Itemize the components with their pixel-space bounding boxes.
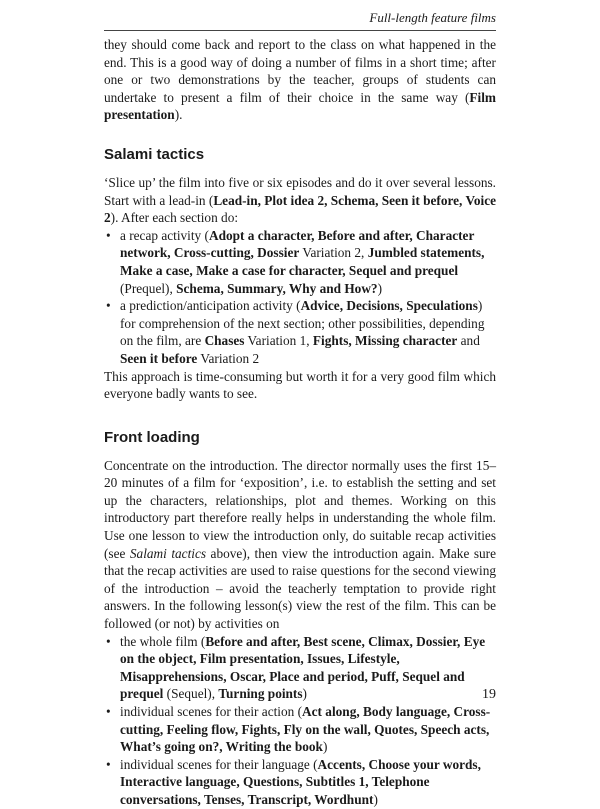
front-bullet-whole-film [104, 633, 496, 703]
front-loading-paragraph [104, 457, 496, 633]
page-number: 19 [482, 687, 496, 702]
salami-closing-paragraph: This approach is time-consuming but worth it for a very good film which everyone badly wants to see. [104, 368, 496, 402]
text-run: ‘Slice up’ the film into five or six episodes and do it over several lessons. Start with a lead-in ( [104, 174, 496, 208]
salami-bullet-prediction [104, 297, 496, 367]
text-run: Act along, Body language, Cross-cutting, Feeling flow, Fights, Fly on the wall, Quotes, Speech acts, What’s going on?, Writing the book [120, 704, 491, 755]
text-run: Chases [204, 333, 245, 349]
intro-paragraph [104, 36, 496, 124]
text-run: individual scenes for their action ( [120, 704, 303, 719]
text-run: Seen it before [120, 350, 198, 366]
text-run: Variation 1, [244, 333, 313, 349]
text-run: Salami tactics [129, 545, 207, 561]
salami-bullet-recap [104, 227, 496, 297]
text-run: Adopt a character, Before and after, Character network, Cross-cutting, Dossier [120, 227, 475, 261]
text-run: ) [373, 791, 378, 807]
text-run: Lead-in, Plot idea 2, Schema, Seen it before, Voice 2 [104, 192, 496, 226]
text-run: above), then view the introduction again. Make sure that the recap activities are used to raise questions for the second viewing of the introduction – avoid the teacherly temptation to provide right answers. In the following lesson(s) view the rest of the film. This can be followed (or not) by activities on [104, 545, 496, 632]
text-run: Accents, Choose your words, Interactive language, Questions, Subtitles 1, Telephone conversations, Tenses, Transcript, Wordhunt [120, 756, 481, 807]
text-run: Film presentation [104, 89, 496, 123]
text-run: Turning points [218, 686, 303, 702]
running-head: Full-length feature films [369, 10, 496, 25]
text-run: (Sequel), [163, 686, 219, 702]
text-run: Jumbled statements, Make a case, Make a case for character, Sequel and prequel [120, 245, 485, 278]
header-rule [104, 30, 496, 31]
page-body [104, 36, 496, 809]
front-bullet-list [104, 633, 496, 809]
text-run: Concentrate on the introduction. The director normally uses the first 15–20 minutes of a film for ‘exposition’, i.e. to establish the setting and set up the characters, relationships, plot and themes. Working on this introductory part therefore really helps in understanding the whole film. Use one lesson to view the introduction only, do suitable recap activities (see [104, 457, 496, 561]
text-run: a recap activity ( [120, 227, 209, 243]
text-run: ) [377, 280, 383, 296]
text-run: a prediction/anticipation activity ( [120, 298, 301, 314]
text-run: individual scenes for their language ( [120, 756, 318, 772]
text-run: the whole film ( [120, 633, 206, 649]
text-run: and [457, 333, 480, 349]
text-run: (Prequel), [120, 280, 177, 296]
front-bullet-language [104, 756, 496, 809]
text-run: ). After each section do: [110, 210, 239, 226]
text-run: Variation 2 [197, 350, 260, 366]
text-run: Fights, Missing character [312, 333, 458, 349]
section-heading-front-loading: Front loading [104, 428, 200, 446]
salami-bullet-list [104, 227, 496, 368]
text-run: ) [302, 686, 307, 702]
text-run: Before and after, Best scene, Climax, Dossier, Eye on the object, Film presentation, Issues, Lifestyle, Misapprehensions, Oscar, Place and period, Puff, Sequel and prequel [120, 633, 486, 702]
text-run: ) [322, 739, 328, 755]
text-run: Advice, Decisions, Speculations [300, 298, 478, 314]
text-run: they should come back and report to the class on what happened in the end. This is a good way of doing a number of films in a short time; after one or two demonstrations by the teacher, groups of students can undertake to present a film of their choice in the same way ( [104, 37, 496, 105]
text-run: Variation 2, [299, 245, 368, 261]
salami-intro-paragraph [104, 174, 496, 227]
text-run: Schema, Summary, Why and How? [176, 280, 378, 296]
section-heading-salami-tactics: Salami tactics [104, 145, 205, 163]
front-bullet-action [104, 703, 496, 756]
text-run: ) for comprehension of the next section; other possibilities, depending on the film, are [120, 298, 485, 349]
text-run: ). [174, 107, 183, 123]
